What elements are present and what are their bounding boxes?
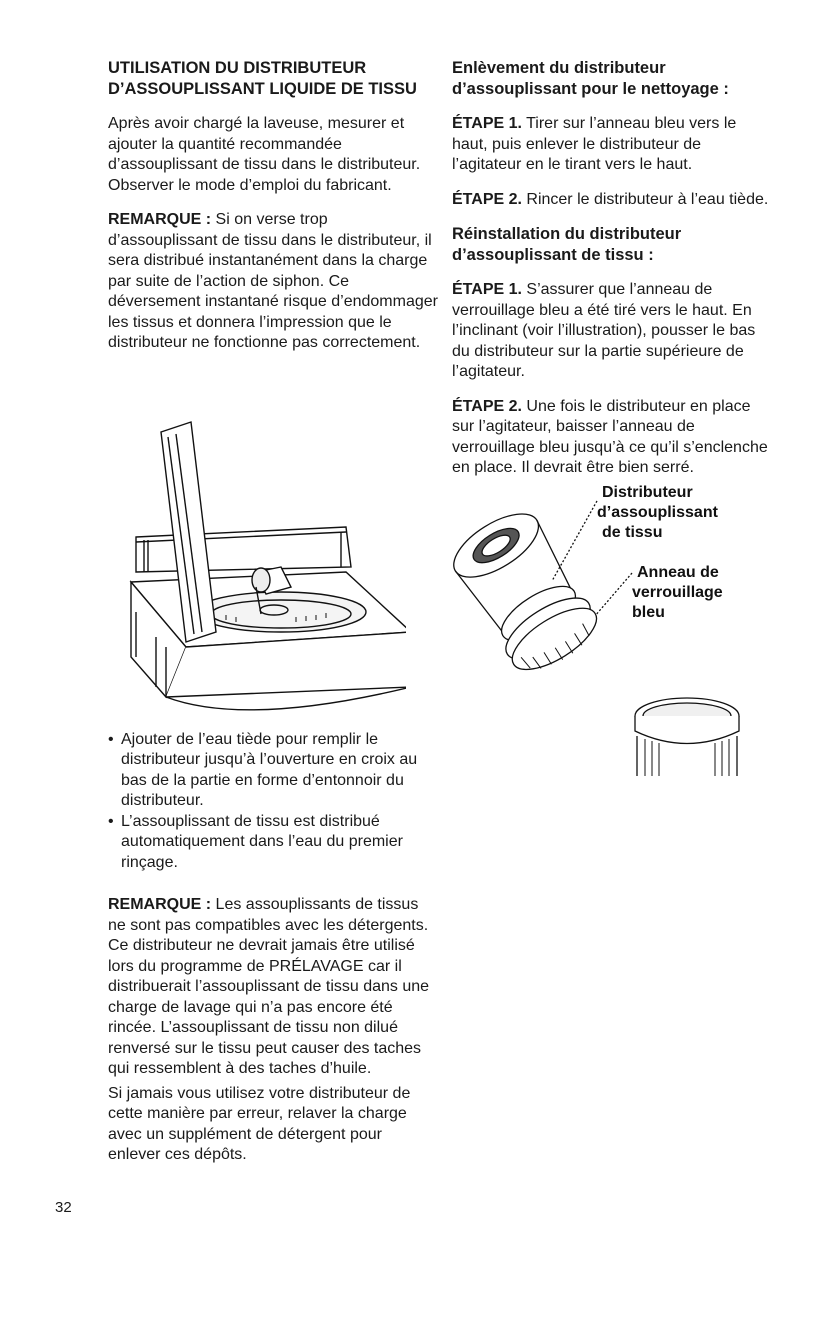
callout-ring-2: verrouillage — [632, 583, 723, 601]
section-heading-usage: UTILISATION DU DISTRIBUTEUR D’ASSOUPLISSANT LIQUIDE DE TISSU — [108, 59, 417, 98]
step-label: ÉTAPE 1. — [452, 281, 522, 298]
note-paragraph-2 — [108, 895, 438, 1080]
removal-heading: Enlèvement du distributeur d’assouplissant pour le nettoyage : — [452, 59, 729, 98]
note-text-2: Les assouplissants de tissus ne sont pas compatibles avec les détergents. Ce distributeur ne devrait jamais être utilisé lors du programme de PRÉLAVAGE car il distribuerait l’assouplissant de tissu dans une charge de lavage qui n’a pas encore été rincée. L’assouplissant de tissu non dilué renversé sur le tissu peut causer des taches qui ressemblent à des taches d’huile. — [108, 896, 430, 1077]
left-column — [108, 58, 438, 1166]
reinstall-heading: Réinstallation du distributeur d’assouplissant de tissu : — [452, 225, 682, 264]
step-text: Tirer sur l’anneau bleu vers le haut, puis enlever le distributeur de l’agitateur en le tirant vers le haut. — [452, 115, 737, 173]
callout-dispenser-1: Distributeur — [602, 483, 693, 501]
reinstall-step-2 — [452, 397, 772, 479]
instruction-list — [108, 730, 438, 874]
callout-dispenser-3: de tissu — [602, 523, 663, 541]
removal-step-2 — [452, 190, 772, 211]
list-item: • L’assouplissant de tissu est distribué automatiquement dans l’eau du premier rinçage. — [108, 812, 438, 874]
step-text: Rincer le distributeur à l’eau tiède. — [521, 190, 769, 208]
washer-illustration — [106, 382, 406, 712]
step-text: S’assurer que l’anneau de verrouillage bleu a été tiré vers le haut. En l’inclinant (voir l’illustration), pousser le bas du distributeur sur la partie supérieure de l’agitateur. — [452, 281, 756, 380]
step-text: Une fois le distributeur en place sur l’agitateur, baisser l’anneau de verrouillage bleu jusqu’à ce qu’il s’enclenche en place. Il devrait être bien serré. — [452, 397, 768, 476]
page-number: 32 — [55, 1199, 72, 1216]
step-label: ÉTAPE 1. — [452, 115, 522, 132]
intro-paragraph: Après avoir chargé la laveuse, mesurer et ajouter la quantité recommandée d’assouplissant de tissu dans le distributeur. Observer le mode d’emploi du fabricant. — [108, 115, 421, 194]
reinstall-step-1 — [452, 280, 772, 383]
list-item: • Ajouter de l’eau tiède pour remplir le distributeur jusqu’à l’ouverture en croix au bas de la partie en forme d’entonnoir du distributeur. — [108, 730, 438, 812]
dispenser-illustration — [452, 481, 772, 781]
note-text-1: Si on verse trop d’assouplissant de tissu dans le distributeur, il sera distribué instantanément dans la charge par suite de l’action de siphon. Ce déversement instantané risque d’endommager les tissus et donnera l’impression que le distributeur ne fonctionne pas correctement. — [108, 211, 438, 351]
note-label-1: REMARQUE : — [108, 211, 212, 228]
right-column — [452, 58, 772, 781]
callout-ring-3: bleu — [632, 603, 665, 621]
callout-dispenser-2: d’assouplissant — [597, 503, 718, 521]
closing-paragraph: Si jamais vous utilisez votre distributeur de cette manière par erreur, relaver la charge avec un supplément de détergent pour enlever ces dépôts. — [108, 1084, 411, 1163]
step-label: ÉTAPE 2. — [452, 397, 522, 415]
note-paragraph-1 — [108, 210, 438, 354]
removal-step-1 — [452, 114, 772, 176]
step-label: ÉTAPE 2. — [452, 190, 522, 208]
callout-ring-1: Anneau de — [637, 563, 719, 581]
note-label-2: REMARQUE : — [108, 896, 212, 913]
